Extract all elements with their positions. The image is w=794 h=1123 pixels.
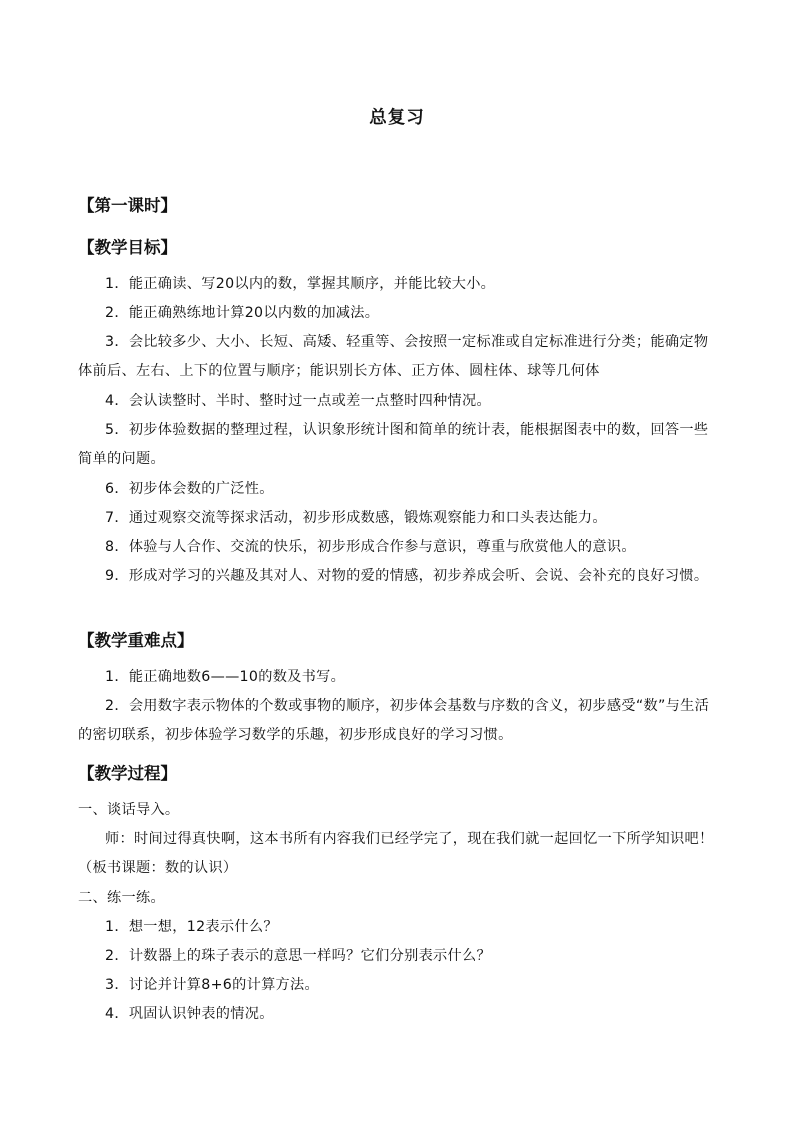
practice-item: 3．讨论并计算8+6的计算方法。	[105, 977, 320, 993]
keypoints-heading: 【教学重难点】	[78, 631, 194, 650]
objectives-heading: 【教学目标】	[78, 238, 177, 257]
process-step-heading: 一、谈话导入。	[78, 802, 180, 818]
keypoint-item: 1．能正确地数6——10的数及书写。	[105, 669, 346, 685]
document-title: 总复习	[369, 108, 425, 128]
objective-item: 2．能正确熟练地计算20以内数的加减法。	[105, 305, 380, 321]
process-step-heading: 二、练一练。	[78, 890, 165, 906]
objective-item: 3．会比较多少、大小、长短、高矮、轻重等、会按照一定标准或自定标准进行分类；能确定物体前后、左右、上下的位置与顺序；能识别长方体、正方体、圆柱体、球等几何体	[78, 334, 709, 379]
objective-item: 5．初步体验数据的整理过程，认识象形统计图和简单的统计表，能根据图表中的数，回答一些简单的问题。	[78, 422, 709, 467]
process-step-text: 师：时间过得真快啊，这本书所有内容我们已经学完了，现在我们就一起回忆一下所学知识吧！（板书课题：数的认识）	[78, 831, 714, 876]
practice-item: 4．巩固认识钟表的情况。	[105, 1006, 274, 1022]
practice-item: 1．想一想，12表示什么？	[105, 919, 278, 935]
lesson-heading: 【第一课时】	[78, 196, 177, 215]
process-heading: 【教学过程】	[78, 764, 177, 783]
objective-item: 6．初步体会数的广泛性。	[105, 481, 274, 497]
objective-item: 9．形成对学习的兴趣及其对人、对物的爱的情感，初步养成会听、会说、会补充的良好习惯。	[105, 568, 709, 584]
objective-item: 8．体验与人合作、交流的快乐，初步形成合作参与意识，尊重与欣赏他人的意识。	[105, 539, 636, 555]
practice-item: 2．计数器上的珠子表示的意思一样吗？它们分别表示什么？	[105, 948, 492, 964]
objective-item: 1．能正确读、写20以内的数，掌握其顺序，并能比较大小。	[105, 276, 496, 292]
keypoint-item: 2．会用数字表示物体的个数或事物的顺序，初步体会基数与序数的含义，初步感受“数”与生活的密切联系，初步体验学习数学的乐趣，初步形成良好的学习习惯。	[78, 698, 710, 743]
objective-item: 7．通过观察交流等探求活动，初步形成数感，锻炼观察能力和口头表达能力。	[105, 510, 607, 526]
objective-item: 4．会认读整时、半时、整时过一点或差一点整时四种情况。	[105, 393, 492, 409]
